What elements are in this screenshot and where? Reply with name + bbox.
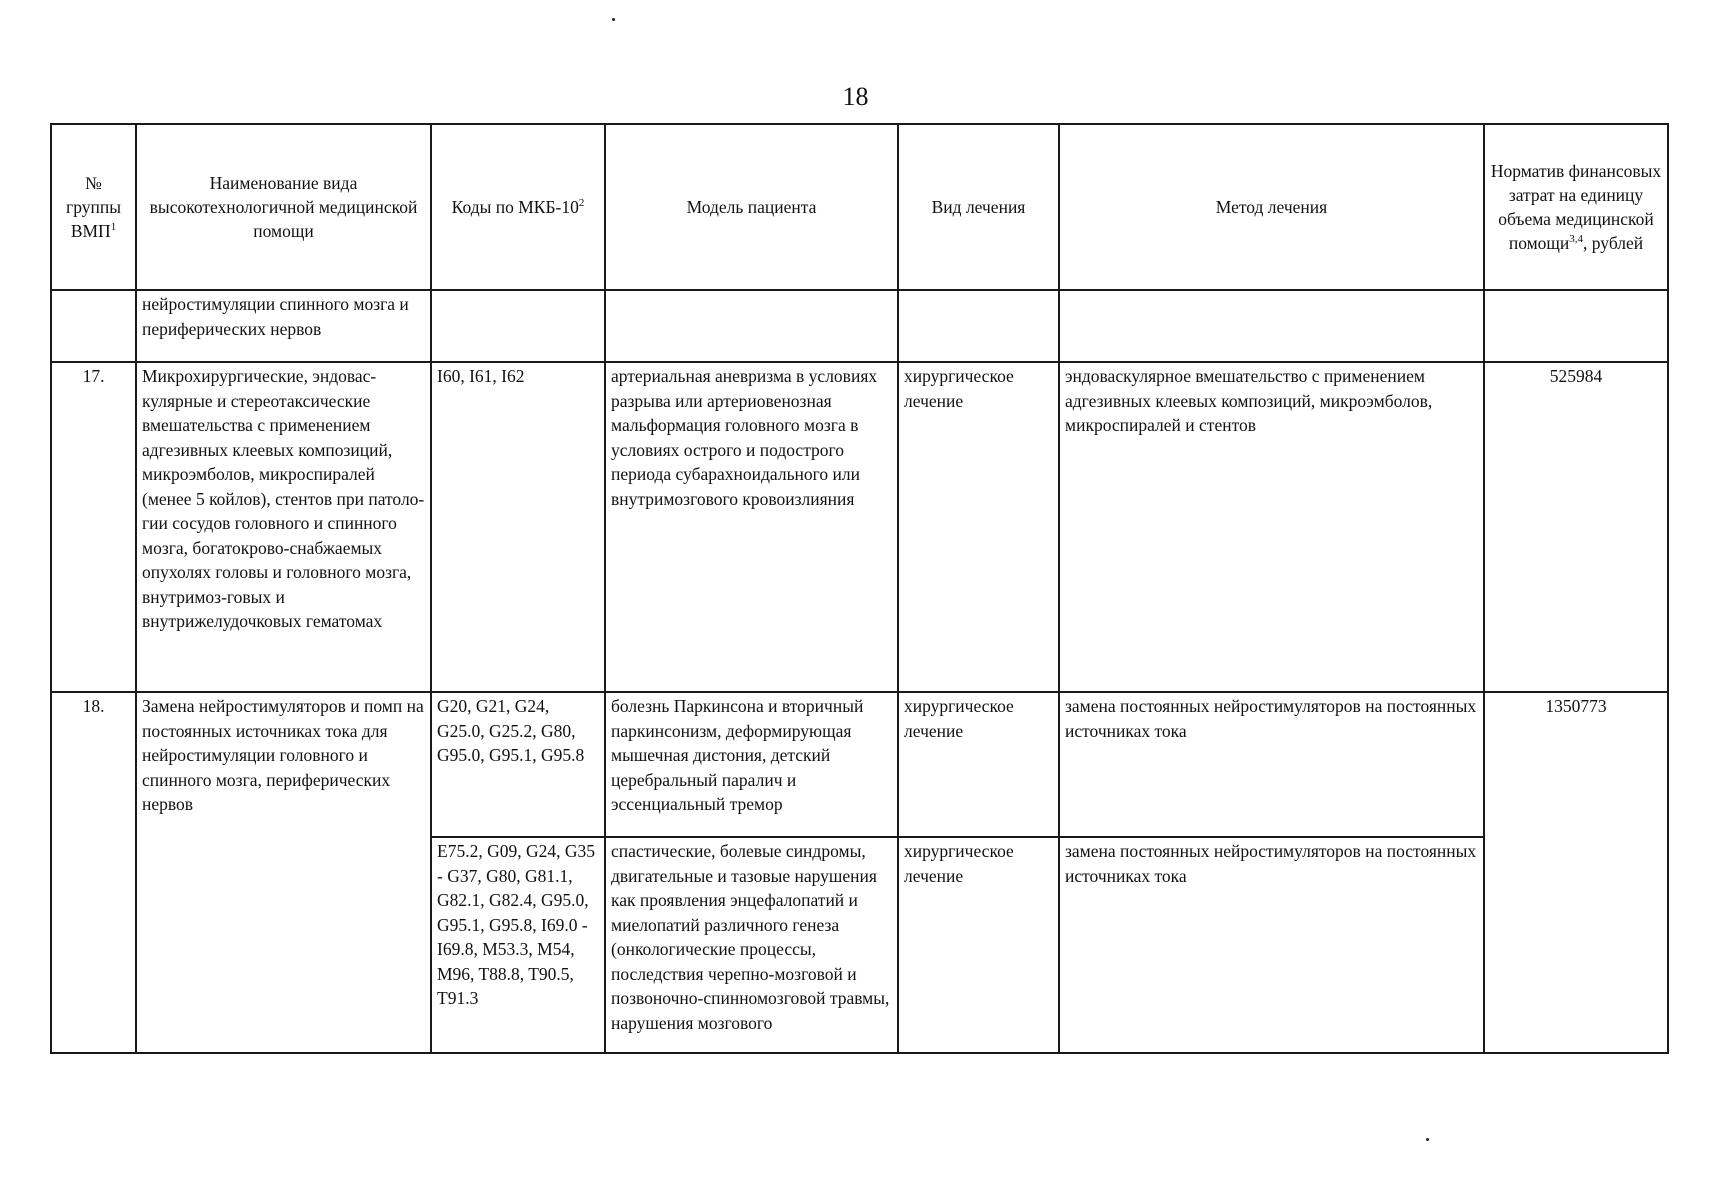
cell-treatment-method: замена постоянных нейростимуляторов на постоянных источниках тока	[1059, 692, 1484, 837]
cell-treatment-type: хирургическое лечение	[898, 362, 1059, 692]
scan-speck	[612, 18, 615, 21]
table-row	[51, 692, 1668, 837]
cell-group-number	[51, 290, 136, 362]
header-treatment-method: Метод лечения	[1059, 124, 1484, 290]
cell-icd-codes: I60, I61, I62	[431, 362, 605, 692]
cell-patient-model	[605, 290, 898, 362]
cell-group-number: 17.	[51, 362, 136, 692]
table-row	[51, 362, 1668, 692]
cell-patient-model: спастические, болевые синдромы, двигательные и тазовые нарушения как проявления энцефалопатий и миелопатий различного генеза (онкологические процессы, последствия черепно-мозговой и позвоночно-спинномозговой травмы, нарушения мозгового	[605, 837, 898, 1053]
cell-treatment-method: замена постоянных нейростимуляторов на постоянных источниках тока	[1059, 837, 1484, 1053]
header-treatment-type: Вид лечения	[898, 124, 1059, 290]
cell-cost-norm: 525984	[1484, 362, 1668, 692]
cell-treatment-type	[898, 290, 1059, 362]
cell-icd-codes	[431, 290, 605, 362]
cell-group-number: 18.	[51, 692, 136, 1053]
cell-care-name: нейростимуляции спинного мозга и периферических нервов	[136, 290, 431, 362]
cell-care-name: Замена нейростимуляторов и помп на постоянных источниках тока для нейростимуляции головного и спинного мозга, периферических нервов	[136, 692, 431, 1053]
cell-icd-codes: G20, G21, G24, G25.0, G25.2, G80, G95.0, G95.1, G95.8	[431, 692, 605, 837]
cell-patient-model: артериальная аневризма в условиях разрыва или артериовенозная мальформация головного мозга в условиях острого и подострого периода субарахноидального или внутримозгового кровоизлияния	[605, 362, 898, 692]
cell-cost-norm: 1350773	[1484, 692, 1668, 1053]
header-cost-norm: Норматив финансовых затрат на единицу объема медицинской помощи$^{3,4}$, рублей	[1484, 124, 1668, 290]
cell-icd-codes: E75.2, G09, G24, G35 - G37, G80, G81.1, G82.1, G82.4, G95.0, G95.1, G95.8, I69.0 - I69.8, M53.3, M54, M96, T88.8, T90.5, T91.3	[431, 837, 605, 1053]
cell-patient-model: болезнь Паркинсона и вторичный паркинсонизм, деформирующая мышечная дистония, детский церебральный паралич и эссенциальный тремор	[605, 692, 898, 837]
cell-cost-norm	[1484, 290, 1668, 362]
header-patient-model: Модель пациента	[605, 124, 898, 290]
cell-treatment-method	[1059, 290, 1484, 362]
header-icd-codes: Коды по МКБ-$10^2$	[431, 124, 605, 290]
table-row	[51, 290, 1668, 362]
table-header-row	[51, 124, 1668, 290]
cell-care-name: Микрохирургические, эндовас-кулярные и стереотаксические вмешательства с применением адгезивных клеевых композиций, микроэмболов, микроспиралей (менее 5 койлов), стентов при патоло-гии сосудов головного и спинного мозга, богатокрово-снабжаемых опухолях головы и головного мозга, внутримоз-говых и внутрижелудочковых гематомах	[136, 362, 431, 692]
cell-treatment-type: хирургическое лечение	[898, 692, 1059, 837]
page-number: 18	[842, 82, 869, 111]
cell-treatment-type: хирургическое лечение	[898, 837, 1059, 1053]
header-care-name: Наименование вида высокотехнологичной медицинской помощи	[136, 124, 431, 290]
cell-treatment-method: эндоваскулярное вмешательство с применением адгезивных клеевых композиций, микроэмболов, микроспиралей и стентов	[1059, 362, 1484, 692]
medical-care-table	[50, 123, 1669, 1054]
header-group-number: № группы ВМП$^1$	[51, 124, 136, 290]
scan-speck	[1426, 1138, 1429, 1141]
